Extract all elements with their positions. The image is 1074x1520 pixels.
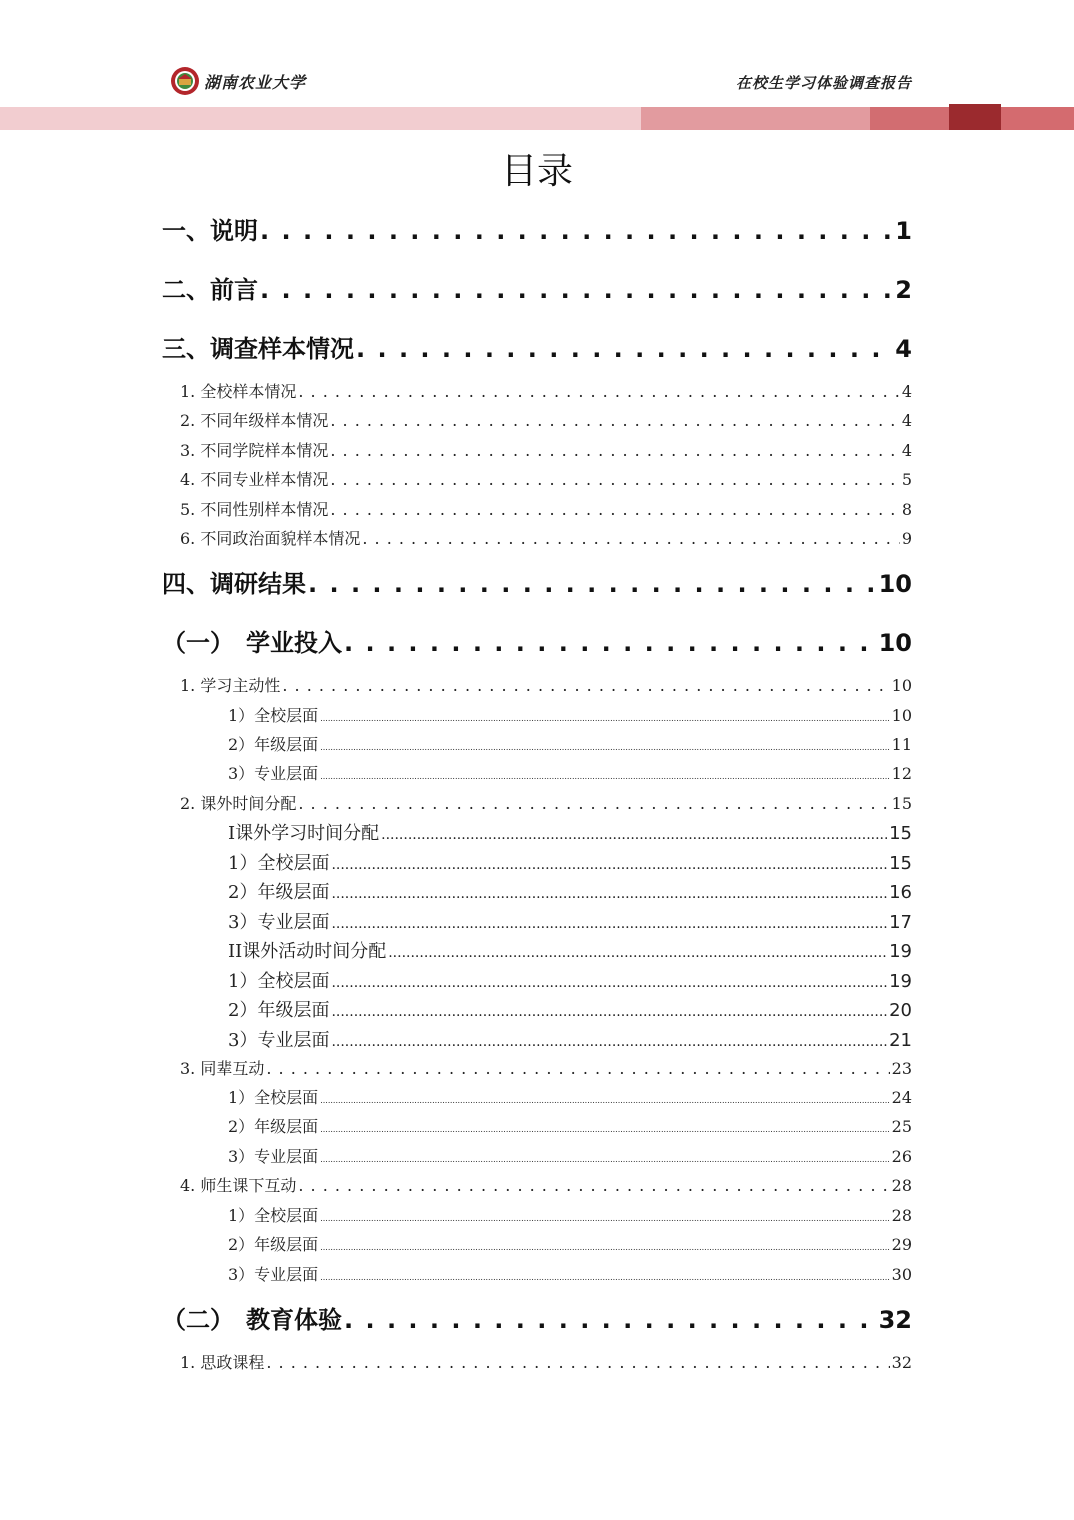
header-band-pink [641,107,870,130]
leader-dots [260,276,893,304]
header-band-end [1001,107,1074,130]
toc-entry[interactable] [228,908,912,934]
toc-entry-label: 3. 同辈互动 [180,1059,265,1078]
toc-entry[interactable] [228,1262,912,1285]
toc-entry[interactable] [180,408,912,431]
toc-entry-page: 4 [895,335,912,363]
university-name: 湖南农业大学 [204,72,307,92]
toc-entry[interactable] [228,1114,912,1137]
toc-entry-label: 四、调研结果 [162,570,306,598]
leader-dots [330,411,899,430]
toc-entry[interactable] [228,1203,912,1226]
toc-entry-label: 3）专业层面 [228,764,319,783]
toc-entry[interactable] [228,1144,912,1167]
toc-entry-page: 15 [889,823,912,844]
leader-dots [331,912,887,933]
toc-entry[interactable] [180,673,912,696]
toc-entry-page: 4 [901,411,912,430]
leader-dots [344,629,877,657]
toc-entry-page: 4 [901,441,912,460]
toc-entry-page: 23 [891,1059,912,1078]
leader-dots [381,823,887,844]
toc-entry[interactable] [180,379,912,402]
toc-entry-label: 1）全校层面 [228,706,319,725]
leader-dots [298,794,889,813]
toc-entry[interactable] [180,497,912,520]
toc-entry-label: 2）年级层面 [228,735,319,754]
leader-dots [330,470,899,489]
toc-entry-page: 24 [891,1088,912,1107]
toc-entry[interactable] [162,211,912,246]
toc-entry-page: 17 [889,912,912,933]
leader-dots [331,971,887,992]
toc-entry-page: 16 [889,882,912,903]
toc-entry-label: 2. 不同年级样本情况 [180,411,329,430]
toc-entry-label: 3）专业层面 [228,1030,330,1051]
toc-entry[interactable] [228,937,912,963]
leader-dots [356,335,893,363]
toc-entry-page: 19 [889,971,912,992]
toc-entry-label: 三、调查样本情况 [162,335,354,363]
leader-dots [320,1088,889,1107]
toc-entry[interactable] [180,791,912,814]
toc-entry[interactable] [228,849,912,875]
toc-entry-page: 4 [901,382,912,401]
leader-dots [331,1030,887,1051]
toc-entry-label: 1）全校层面 [228,853,330,874]
toc-entry-label: 1）全校层面 [228,1206,319,1225]
toc-entry[interactable] [228,996,912,1022]
toc-entry-page: 10 [891,676,912,695]
leader-dots [260,217,893,245]
toc-entry-page: 21 [889,1030,912,1051]
leader-dots [320,764,889,783]
toc-entry-page: 28 [891,1206,912,1225]
toc-entry-label: （一） 学业投入 [162,629,342,657]
toc-entry-label: 2. 课外时间分配 [180,794,297,813]
toc-entry-page: 10 [878,570,912,598]
toc-entry-page: 32 [878,1306,912,1334]
leader-dots [298,1176,889,1195]
toc-entry-label: 1. 学习主动性 [180,676,281,695]
toc-entry[interactable] [180,1173,912,1196]
toc-entry-page: 20 [889,1000,912,1021]
toc-entry-label: 2）年级层面 [228,1117,319,1136]
toc-entry[interactable] [180,438,912,461]
toc-entry-label: 一、说明 [162,217,258,245]
university-emblem-icon [170,66,200,96]
toc-entry[interactable] [228,761,912,784]
toc-entry[interactable] [162,564,912,599]
toc-entry-page: 2 [895,276,912,304]
toc-entry-page: 12 [891,764,912,783]
toc-entry-page: 29 [891,1235,912,1254]
toc-entry-page: 9 [901,529,912,548]
toc-entry-page: 1 [895,217,912,245]
toc-entry-page: 19 [889,941,912,962]
header-band-light [0,107,641,130]
toc-entry-page: 11 [891,735,912,754]
toc-entry[interactable] [180,526,912,549]
toc-entry-page: 10 [891,706,912,725]
leader-dots [362,529,899,548]
leader-dots [320,1117,889,1136]
toc-entry[interactable] [162,270,912,305]
leader-dots [331,853,887,874]
leader-dots [344,1306,877,1334]
toc-entry[interactable] [228,732,912,755]
leader-dots [282,676,889,695]
toc-entry-label: 3）专业层面 [228,1147,319,1166]
toc-entry[interactable] [228,967,912,993]
toc-entry-page: 10 [878,629,912,657]
toc-entry-label: 二、前言 [162,276,258,304]
leader-dots [320,1147,889,1166]
toc-entry-label: 2）年级层面 [228,1235,319,1254]
toc-entry-label: 1. 全校样本情况 [180,382,297,401]
leader-dots [331,1000,887,1021]
leader-dots [331,882,887,903]
toc-entry[interactable] [228,1026,912,1052]
toc-entry[interactable] [228,819,912,845]
toc-entry-label: 2）年级层面 [228,1000,330,1021]
toc-entry[interactable] [180,1350,912,1373]
university-logo [170,66,306,96]
leader-dots [388,941,887,962]
toc-entry[interactable] [180,1056,912,1079]
toc-entry-label: 3. 不同学院样本情况 [180,441,329,460]
toc-entry-label: 3）专业层面 [228,912,330,933]
leader-dots [320,735,889,754]
toc-entry-page: 28 [891,1176,912,1195]
toc-entry-label: （二） 教育体验 [162,1306,342,1334]
toc-entry-page: 15 [891,794,912,813]
toc-entry-label: 4. 不同专业样本情况 [180,470,329,489]
toc-entry[interactable] [228,703,912,726]
toc-entry-label: II课外活动时间分配 [228,941,387,962]
toc-title: 目录 [500,151,573,192]
report-title: 在校生学习体验调查报告 [735,74,912,92]
toc-entry-label: 6. 不同政治面貌样本情况 [180,529,361,548]
toc-entry[interactable] [162,1300,912,1335]
leader-dots [330,500,899,519]
header-band-rose [870,107,949,130]
toc-entry[interactable] [162,329,912,364]
toc-entry[interactable] [228,878,912,904]
toc-entry-label: 1）全校层面 [228,971,330,992]
toc-entry[interactable] [228,1085,912,1108]
toc-entry-page: 30 [891,1265,912,1284]
toc-entry-page: 15 [889,853,912,874]
leader-dots [320,706,889,725]
leader-dots [298,382,899,401]
toc-entry-page: 25 [891,1117,912,1136]
leader-dots [266,1059,889,1078]
toc-entry-label: 1）全校层面 [228,1088,319,1107]
leader-dots [330,441,899,460]
leader-dots [266,1353,889,1372]
leader-dots [320,1235,889,1254]
toc-entry-page: 32 [891,1353,912,1372]
leader-dots [320,1206,889,1225]
page-header [0,0,1074,132]
leader-dots [320,1265,889,1284]
toc-entry[interactable] [162,623,912,658]
header-band-dark [949,104,1001,130]
toc-entry[interactable] [180,467,912,490]
toc-entry-page: 8 [901,500,912,519]
toc-entry-page: 26 [891,1147,912,1166]
toc-entry-label: 3）专业层面 [228,1265,319,1284]
leader-dots [308,570,877,598]
toc-entry-page: 5 [901,470,912,489]
toc-entry-label: I课外学习时间分配 [228,823,380,844]
toc-entry-label: 4. 师生课下互动 [180,1176,297,1195]
toc-entry[interactable] [228,1232,912,1255]
toc-entry-label: 5. 不同性别样本情况 [180,500,329,519]
toc-entry-label: 2）年级层面 [228,882,330,903]
toc-entry-label: 1. 思政课程 [180,1353,265,1372]
